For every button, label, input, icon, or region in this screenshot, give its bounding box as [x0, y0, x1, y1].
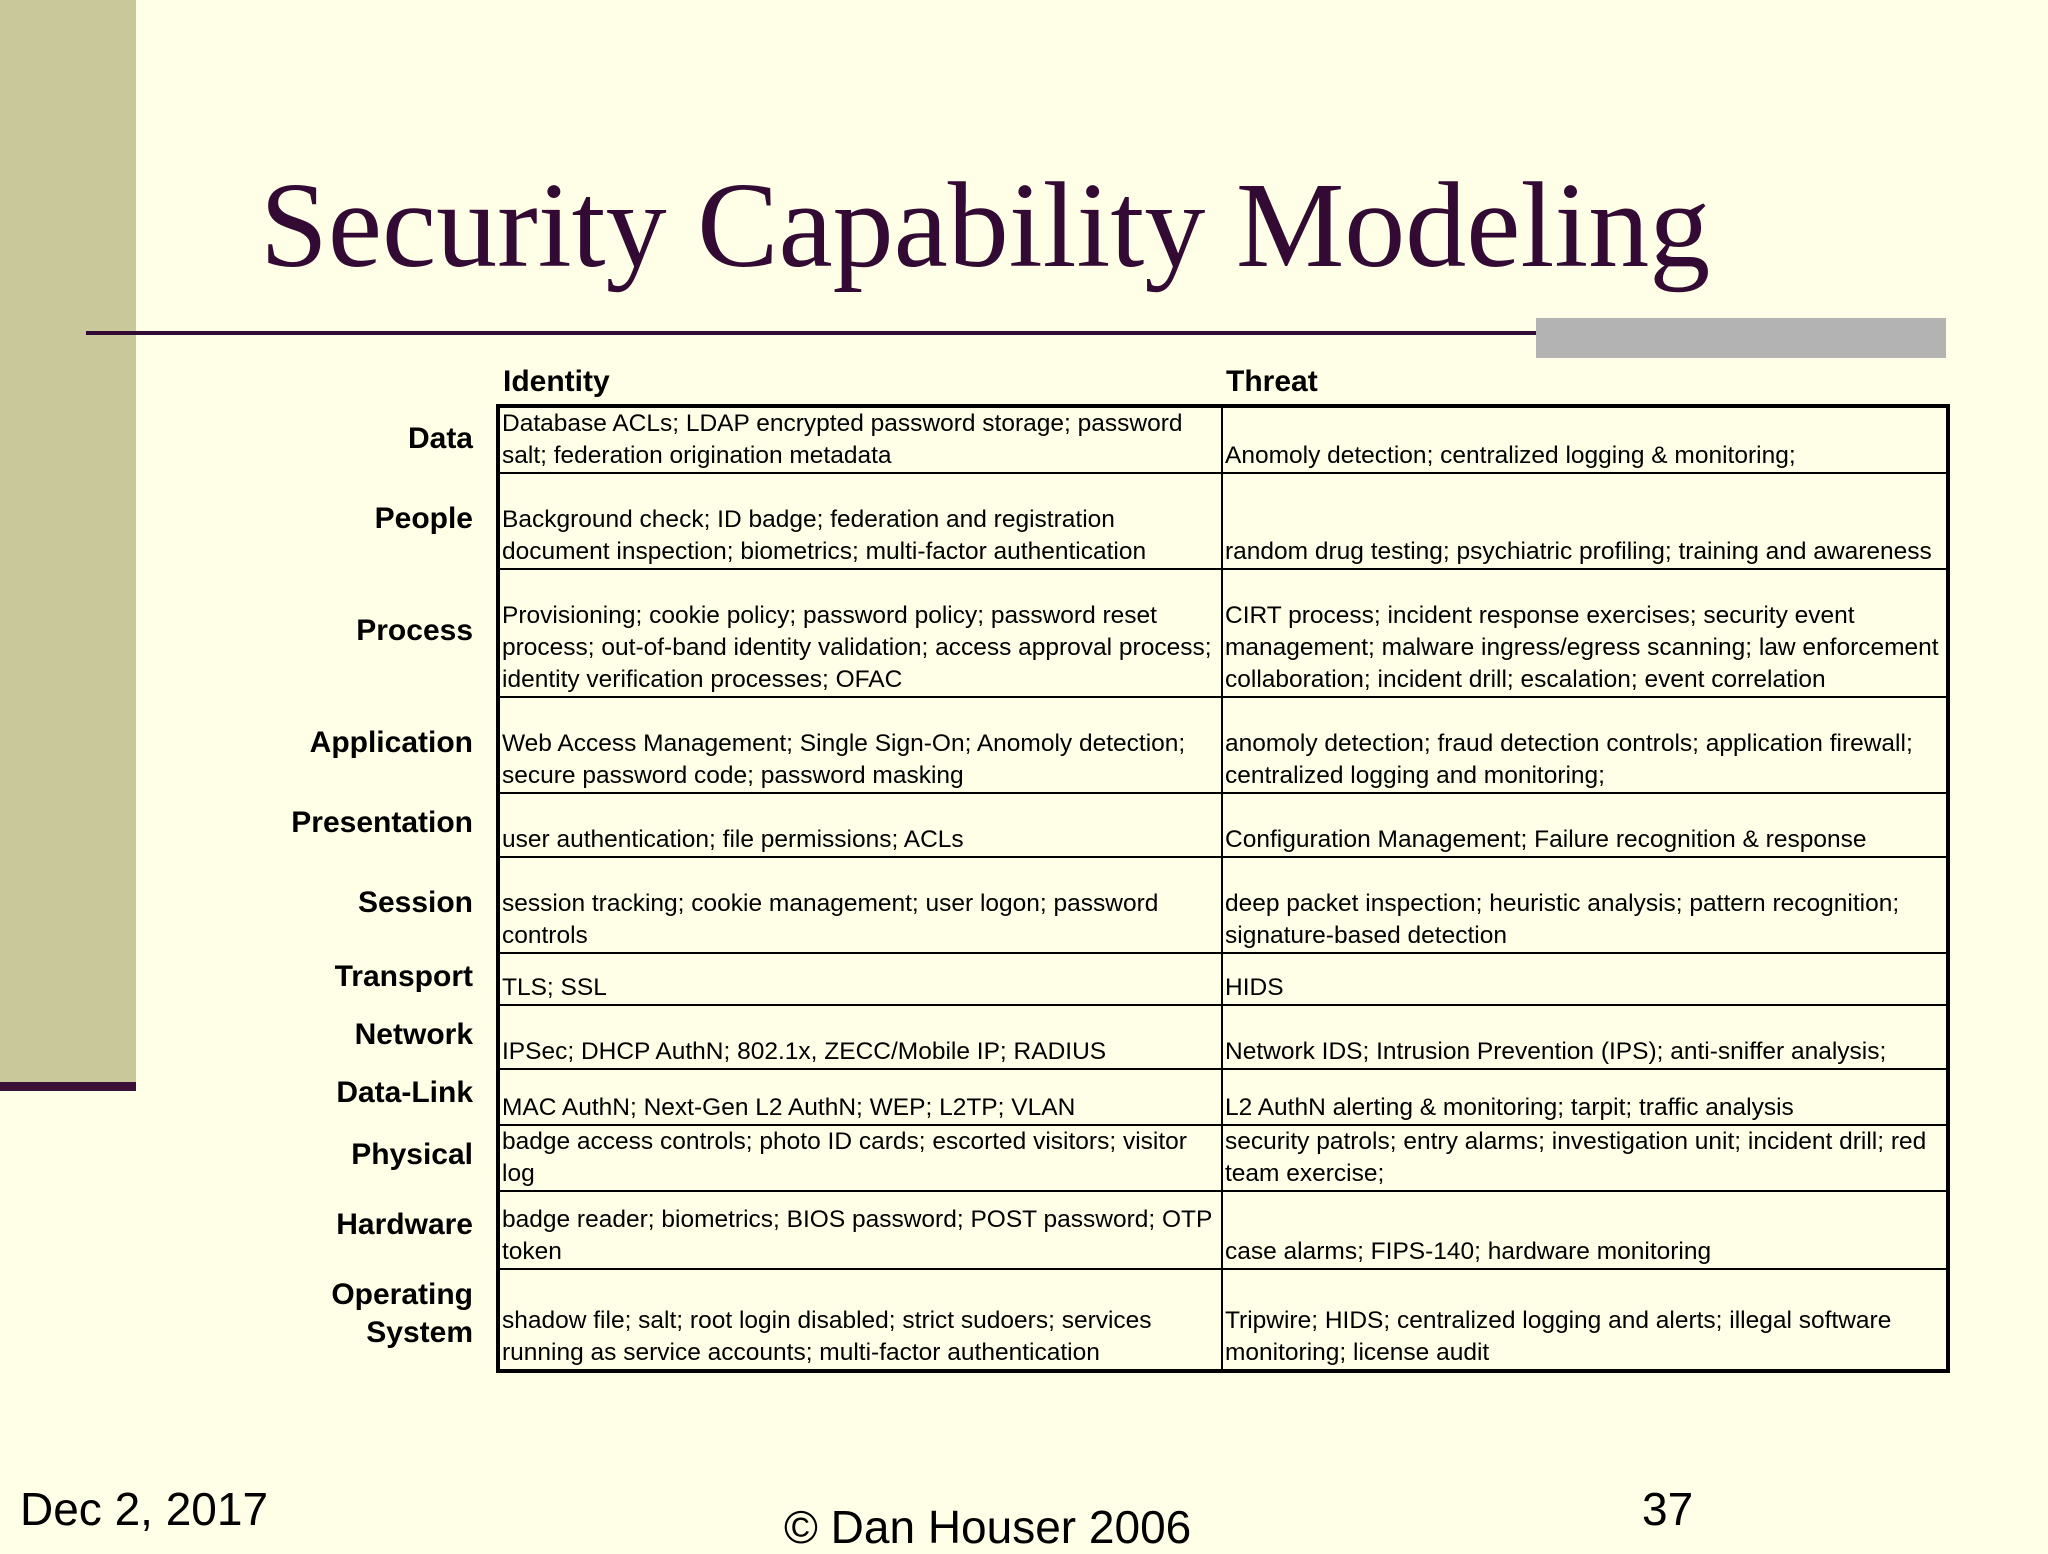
threat-cell: Configuration Management; Failure recognition & response	[1222, 793, 1948, 857]
decorative-side-bar-rule	[0, 1082, 136, 1091]
slide-title: Security Capability Modeling	[260, 158, 1711, 293]
identity-cell: shadow file; salt; root login disabled; strict sudoers; services running as service accounts; multi-factor authentication	[498, 1269, 1222, 1371]
threat-cell: Anomoly detection; centralized logging & monitoring;	[1222, 406, 1948, 473]
threat-cell: L2 AuthN alerting & monitoring; tarpit; traffic analysis	[1222, 1069, 1948, 1125]
row-label: Transport	[334, 960, 473, 993]
row-label: Hardware	[336, 1208, 473, 1241]
column-header-threat: Threat	[1226, 365, 1318, 398]
row-label: Process	[356, 614, 473, 647]
identity-cell: Web Access Management; Single Sign-On; Anomoly detection; secure password code; password masking	[498, 697, 1222, 793]
row-label: Operating System	[331, 1278, 473, 1349]
threat-cell: Tripwire; HIDS; centralized logging and alerts; illegal software monitoring; license audit	[1222, 1269, 1948, 1371]
threat-cell: deep packet inspection; heuristic analysis; pattern recognition; signature-based detection	[1222, 857, 1948, 953]
identity-cell: MAC AuthN; Next-Gen L2 AuthN; WEP; L2TP; VLAN	[498, 1069, 1222, 1125]
table-row	[498, 473, 1948, 569]
threat-cell: security patrols; entry alarms; investigation unit; incident drill; red team exercise;	[1222, 1125, 1948, 1191]
column-header-identity: Identity	[503, 365, 610, 398]
identity-cell: TLS; SSL	[498, 953, 1222, 1005]
threat-cell: HIDS	[1222, 953, 1948, 1005]
identity-cell: Background check; ID badge; federation and registration document inspection; biometrics; multi-factor authentication	[498, 473, 1222, 569]
table-row	[498, 1191, 1948, 1269]
table-row	[498, 1069, 1948, 1125]
table-row	[498, 406, 1948, 473]
table-row	[498, 953, 1948, 1005]
table-row	[498, 793, 1948, 857]
slide-copyright: © Dan Houser 2006	[784, 1501, 1192, 1553]
slide-page-number: 37	[1642, 1483, 1694, 1535]
decorative-side-bar	[0, 0, 136, 1082]
row-label: Network	[354, 1018, 473, 1051]
identity-cell: Provisioning; cookie policy; password policy; password reset process; out-of-band identity validation; access approval process; identity verification processes; OFAC	[498, 569, 1222, 697]
table-row	[498, 569, 1948, 697]
table-row	[498, 1005, 1948, 1069]
table-row	[498, 1269, 1948, 1371]
threat-cell: Network IDS; Intrusion Prevention (IPS); anti-sniffer analysis;	[1222, 1005, 1948, 1069]
threat-cell: anomoly detection; fraud detection controls; application firewall; centralized logging and monitoring;	[1222, 697, 1948, 793]
identity-cell: session tracking; cookie management; user logon; password controls	[498, 857, 1222, 953]
threat-cell: case alarms; FIPS-140; hardware monitoring	[1222, 1191, 1948, 1269]
identity-cell: user authentication; file permissions; ACLs	[498, 793, 1222, 857]
identity-cell: IPSec; DHCP AuthN; 802.1x, ZECC/Mobile IP; RADIUS	[498, 1005, 1222, 1069]
table-row	[498, 1125, 1948, 1191]
identity-cell: badge reader; biometrics; BIOS password; POST password; OTP token	[498, 1191, 1222, 1269]
row-label: Data-Link	[336, 1076, 473, 1109]
row-label: Data	[407, 422, 473, 455]
row-label: People	[374, 502, 473, 535]
row-label: Physical	[351, 1138, 473, 1171]
identity-cell: Database ACLs; LDAP encrypted password storage; password salt; federation origination metadata	[498, 406, 1222, 473]
row-label: Presentation	[291, 806, 473, 839]
capability-table	[496, 404, 1950, 1373]
title-underline-accent	[1536, 318, 1946, 358]
slide-date: Dec 2, 2017	[20, 1483, 269, 1535]
threat-cell: CIRT process; incident response exercises; security event management; malware ingress/egress scanning; law enforcement collaboration; incident drill; escalation; event correlation	[1222, 569, 1948, 697]
table-row	[498, 857, 1948, 953]
row-label: Application	[309, 726, 473, 759]
row-label: Session	[357, 886, 473, 919]
table-row	[498, 697, 1948, 793]
threat-cell: random drug testing; psychiatric profiling; training and awareness	[1222, 473, 1948, 569]
identity-cell: badge access controls; photo ID cards; escorted visitors; visitor log	[498, 1125, 1222, 1191]
